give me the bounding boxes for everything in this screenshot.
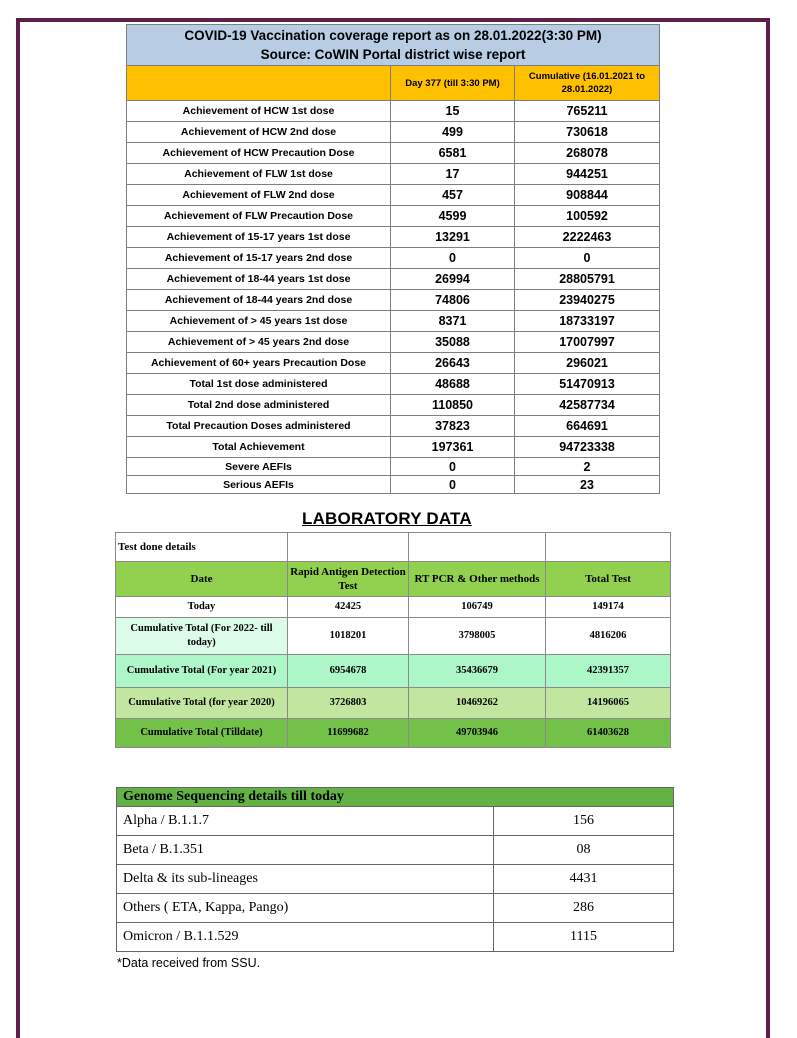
lab-rat-value: 6954678 [288, 655, 409, 688]
table-row [127, 476, 660, 494]
lab-total-value: 42391357 [546, 655, 671, 688]
row-day-value: 74806 [391, 290, 515, 311]
row-cumulative-value: 23 [515, 476, 660, 494]
row-label: Total 2nd dose administered [127, 395, 391, 416]
row-label: Achievement of FLW Precaution Dose [127, 206, 391, 227]
table-row [127, 416, 660, 437]
top-blank [409, 533, 546, 562]
lab-total-value: 149174 [546, 597, 671, 618]
row-day-value: 8371 [391, 311, 515, 332]
row-cumulative-value: 17007997 [515, 332, 660, 353]
row-label: Achievement of FLW 1st dose [127, 164, 391, 185]
genome-count: 08 [494, 836, 674, 865]
row-cumulative-value: 730618 [515, 122, 660, 143]
row-day-value: 15 [391, 101, 515, 122]
row-day-value: 0 [391, 248, 515, 269]
table-row [117, 923, 674, 952]
header-blank [127, 66, 391, 101]
vaccination-title [127, 25, 660, 66]
row-day-value: 499 [391, 122, 515, 143]
table-row [117, 865, 674, 894]
table-row [127, 206, 660, 227]
row-label: Achievement of HCW 1st dose [127, 101, 391, 122]
lab-rat-value: 3726803 [288, 688, 409, 719]
vaccination-title-line1: COVID-19 Vaccination coverage report as on 28.01.2022(3:30 PM) [184, 28, 602, 43]
table-row [127, 374, 660, 395]
lab-rat-value: 11699682 [288, 719, 409, 748]
row-cumulative-value: 0 [515, 248, 660, 269]
row-day-value: 26994 [391, 269, 515, 290]
table-row [127, 290, 660, 311]
table-row [127, 143, 660, 164]
table-row [116, 597, 671, 618]
row-cumulative-value: 18733197 [515, 311, 660, 332]
table-row [116, 719, 671, 748]
genome-count: 1115 [494, 923, 674, 952]
genome-variant: Beta / B.1.351 [117, 836, 494, 865]
table-row [117, 807, 674, 836]
top-blank [546, 533, 671, 562]
table-row [116, 655, 671, 688]
row-day-value: 110850 [391, 395, 515, 416]
lab-rtpcr-value: 3798005 [409, 618, 546, 655]
test-done-label: Test done details [116, 533, 288, 562]
row-label: Achievement of 15-17 years 2nd dose [127, 248, 391, 269]
header-day: Day 377 (till 3:30 PM) [391, 66, 515, 101]
genome-count: 4431 [494, 865, 674, 894]
row-label: Total Achievement [127, 437, 391, 458]
row-cumulative-value: 664691 [515, 416, 660, 437]
row-day-value: 197361 [391, 437, 515, 458]
lab-header-total: Total Test [546, 562, 671, 597]
lab-rtpcr-value: 10469262 [409, 688, 546, 719]
lab-rtpcr-value: 49703946 [409, 719, 546, 748]
row-day-value: 6581 [391, 143, 515, 164]
lab-total-value: 14196065 [546, 688, 671, 719]
genome-count: 286 [494, 894, 674, 923]
row-label: Achievement of HCW Precaution Dose [127, 143, 391, 164]
row-cumulative-value: 28805791 [515, 269, 660, 290]
lab-rtpcr-value: 35436679 [409, 655, 546, 688]
genome-title: Genome Sequencing details till today [117, 788, 674, 807]
row-cumulative-value: 42587734 [515, 395, 660, 416]
table-row [127, 311, 660, 332]
lab-date: Cumulative Total (for year 2020) [116, 688, 288, 719]
row-day-value: 0 [391, 458, 515, 476]
row-day-value: 48688 [391, 374, 515, 395]
row-cumulative-value: 296021 [515, 353, 660, 374]
genome-count: 156 [494, 807, 674, 836]
genome-variant: Omicron / B.1.1.529 [117, 923, 494, 952]
table-row [127, 248, 660, 269]
row-day-value: 457 [391, 185, 515, 206]
vaccination-title-line2: Source: CoWIN Portal district wise report [260, 47, 526, 62]
table-row [127, 101, 660, 122]
lab-header-date: Date [116, 562, 288, 597]
lab-total-value: 4816206 [546, 618, 671, 655]
row-day-value: 35088 [391, 332, 515, 353]
genome-variant: Others ( ETA, Kappa, Pango) [117, 894, 494, 923]
row-label: Achievement of HCW 2nd dose [127, 122, 391, 143]
row-cumulative-value: 51470913 [515, 374, 660, 395]
lab-total-value: 61403628 [546, 719, 671, 748]
vaccination-table [126, 24, 660, 494]
row-label: Total 1st dose administered [127, 374, 391, 395]
table-row [127, 332, 660, 353]
genome-table [116, 787, 674, 952]
table-row [117, 894, 674, 923]
row-day-value: 17 [391, 164, 515, 185]
lab-rat-value: 42425 [288, 597, 409, 618]
table-row [127, 227, 660, 248]
row-label: Achievement of FLW 2nd dose [127, 185, 391, 206]
genome-variant: Alpha / B.1.1.7 [117, 807, 494, 836]
header-cumulative: Cumulative (16.01.2021 to 28.01.2022) [515, 66, 660, 101]
row-cumulative-value: 23940275 [515, 290, 660, 311]
row-label: Achievement of 18-44 years 1st dose [127, 269, 391, 290]
table-row [116, 688, 671, 719]
lab-date: Cumulative Total (Tilldate) [116, 719, 288, 748]
lab-date: Cumulative Total (For year 2021) [116, 655, 288, 688]
row-cumulative-value: 94723338 [515, 437, 660, 458]
row-label: Achievement of > 45 years 1st dose [127, 311, 391, 332]
laboratory-title: LABORATORY DATA [302, 509, 472, 528]
lab-date: Cumulative Total (For 2022- till today) [116, 618, 288, 655]
row-cumulative-value: 2 [515, 458, 660, 476]
table-row [116, 618, 671, 655]
top-blank [288, 533, 409, 562]
table-row [117, 836, 674, 865]
row-label: Serious AEFIs [127, 476, 391, 494]
table-row [127, 395, 660, 416]
table-row [127, 353, 660, 374]
row-day-value: 13291 [391, 227, 515, 248]
lab-rtpcr-value: 106749 [409, 597, 546, 618]
row-cumulative-value: 268078 [515, 143, 660, 164]
row-day-value: 37823 [391, 416, 515, 437]
row-cumulative-value: 908844 [515, 185, 660, 206]
row-label: Achievement of > 45 years 2nd dose [127, 332, 391, 353]
row-day-value: 26643 [391, 353, 515, 374]
row-label: Achievement of 60+ years Precaution Dose [127, 353, 391, 374]
row-cumulative-value: 944251 [515, 164, 660, 185]
row-label: Total Precaution Doses administered [127, 416, 391, 437]
lab-rat-value: 1018201 [288, 618, 409, 655]
row-day-value: 0 [391, 476, 515, 494]
table-row [127, 437, 660, 458]
lab-header-rat: Rapid Antigen Detection Test [288, 562, 409, 597]
row-cumulative-value: 2222463 [515, 227, 660, 248]
table-row [127, 185, 660, 206]
table-row [127, 458, 660, 476]
row-cumulative-value: 765211 [515, 101, 660, 122]
table-row [127, 269, 660, 290]
row-cumulative-value: 100592 [515, 206, 660, 227]
lab-date: Today [116, 597, 288, 618]
row-label: Achievement of 18-44 years 2nd dose [127, 290, 391, 311]
genome-variant: Delta & its sub-lineages [117, 865, 494, 894]
row-label: Achievement of 15-17 years 1st dose [127, 227, 391, 248]
row-day-value: 4599 [391, 206, 515, 227]
lab-header-rtpcr: RT PCR & Other methods [409, 562, 546, 597]
laboratory-table [115, 532, 671, 748]
table-row [127, 122, 660, 143]
row-label: Severe AEFIs [127, 458, 391, 476]
data-source-note: *Data received from SSU. [117, 956, 261, 970]
table-row [127, 164, 660, 185]
